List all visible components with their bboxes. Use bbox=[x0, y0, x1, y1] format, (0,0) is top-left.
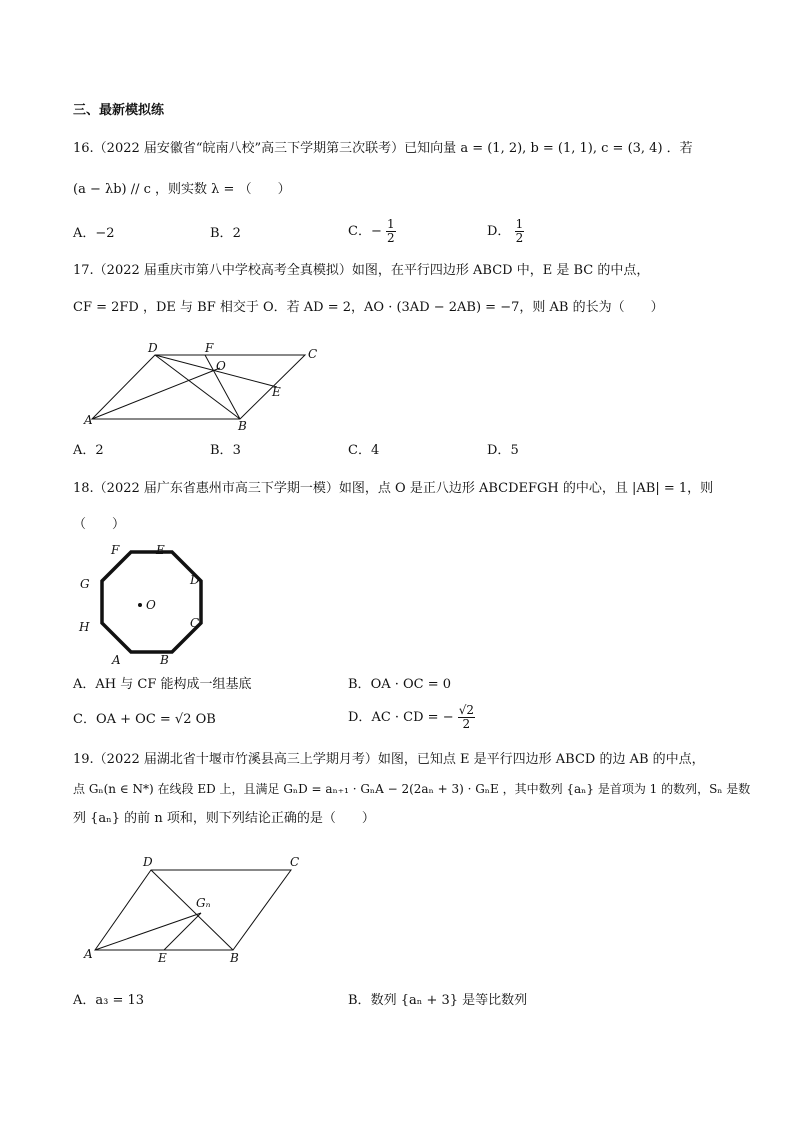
label-o: O bbox=[216, 359, 226, 373]
label-a: A bbox=[84, 947, 93, 961]
option-text: 5 bbox=[510, 443, 519, 458]
option-label: D． bbox=[487, 443, 511, 458]
q16-option-c[interactable] bbox=[348, 218, 396, 245]
option-text: AC · CD = − bbox=[371, 710, 454, 725]
label-d: D bbox=[190, 573, 200, 587]
label-gn: Gₙ bbox=[196, 896, 211, 910]
option-label: C． bbox=[348, 224, 371, 239]
q17-option-a[interactable] bbox=[73, 443, 104, 459]
q18-option-c[interactable] bbox=[73, 712, 216, 728]
fraction bbox=[458, 704, 475, 731]
label-e: E bbox=[156, 543, 165, 557]
label-b: B bbox=[230, 951, 239, 965]
fraction-numerator: √2 bbox=[458, 703, 475, 717]
option-text: 2 bbox=[232, 226, 241, 241]
fraction bbox=[386, 218, 396, 245]
label-b: B bbox=[160, 653, 169, 667]
option-text: OA · OC = 0 bbox=[370, 677, 452, 692]
q18-option-d[interactable] bbox=[348, 704, 475, 731]
option-label: A． bbox=[73, 993, 96, 1008]
fraction-numerator: 1 bbox=[515, 217, 524, 231]
option-text: AH 与 CF 能构成一组基底 bbox=[95, 677, 252, 692]
option-text: 4 bbox=[370, 443, 380, 458]
segment-egn bbox=[164, 913, 201, 950]
option-label: A． bbox=[73, 443, 96, 458]
option-label: B． bbox=[210, 443, 233, 458]
option-text: 2 bbox=[95, 443, 104, 458]
q19-parallelogram-figure bbox=[80, 852, 320, 967]
label-o: O bbox=[146, 598, 156, 612]
option-label: C． bbox=[73, 712, 96, 727]
label-h: H bbox=[79, 620, 90, 634]
segment-agn bbox=[95, 913, 201, 950]
label-f: F bbox=[205, 341, 214, 355]
q17-parallelogram-figure bbox=[80, 340, 330, 435]
label-d: D bbox=[148, 341, 158, 355]
fraction bbox=[515, 218, 525, 245]
q18-octagon-figure bbox=[74, 538, 214, 668]
option-text: OA + OC = √2 OB bbox=[95, 712, 216, 727]
q17-option-c[interactable] bbox=[348, 443, 379, 459]
option-label: B． bbox=[210, 226, 233, 241]
q17-option-b[interactable] bbox=[210, 443, 241, 459]
parallelogram-abcd bbox=[95, 870, 291, 950]
q19-stem-line3: 列 {aₙ} 的前 n 项和，则下列结论正确的是（ ） bbox=[73, 811, 375, 826]
label-f: F bbox=[111, 543, 120, 557]
q16-option-a[interactable] bbox=[73, 226, 115, 242]
option-label: A． bbox=[73, 226, 96, 241]
label-c: C bbox=[290, 855, 300, 869]
q18-option-a[interactable] bbox=[73, 677, 251, 693]
label-a: A bbox=[112, 653, 121, 667]
option-text: a₃ = 13 bbox=[95, 993, 145, 1008]
option-label: D． bbox=[487, 224, 511, 239]
q16-stem-line2: (a − λb) // c ，则实数 λ = （ ） bbox=[73, 182, 291, 197]
q19-option-a[interactable] bbox=[73, 993, 144, 1009]
label-d: D bbox=[143, 855, 153, 869]
q18-stem-line2: （ ） bbox=[73, 517, 126, 532]
option-label: D． bbox=[348, 710, 372, 725]
q19-stem-line2: 点 Gₙ(n ∈ N*) 在线段 ED 上，且满足 GₙD = aₙ₊₁ · GₙA − 2(2aₙ + 3) · GₙE ，其中数列 {aₙ} 是首项为 1 的数列，Sₙ 是数 bbox=[73, 782, 751, 796]
q19-stem-line1: 19.（2022 届湖北省十堰市竹溪县高三上学期月考）如图，已知点 E 是平行四边形 ABCD 的边 AB 的中点， bbox=[73, 752, 705, 767]
fraction-denominator: 2 bbox=[462, 717, 471, 731]
segment-db bbox=[151, 870, 233, 950]
option-label: B． bbox=[348, 677, 371, 692]
fraction-denominator: 2 bbox=[387, 231, 395, 245]
q18-stem-line1: 18.（2022 届广东省惠州市高三下学期一模）如图，点 O 是正八边形 ABCDEFGH 的中心，且 |AB| = 1，则 bbox=[73, 481, 714, 496]
fraction-denominator: 2 bbox=[515, 231, 524, 245]
label-e: E bbox=[158, 951, 167, 965]
option-label: A． bbox=[73, 677, 96, 692]
label-a: A bbox=[84, 413, 93, 427]
q19-option-b[interactable] bbox=[348, 993, 527, 1009]
label-c: C bbox=[190, 616, 200, 630]
q16-stem-line1: 16.（2022 届安徽省“皖南八校”高三下学期第三次联考）已知向量 a = (1, 2), b = (1, 1), c = (3, 4) ．若 bbox=[73, 141, 693, 156]
option-text: 数列 {aₙ + 3} 是等比数列 bbox=[370, 993, 528, 1008]
center-point bbox=[138, 603, 142, 607]
option-text: −2 bbox=[95, 226, 115, 241]
option-label: B． bbox=[348, 993, 371, 1008]
label-e: E bbox=[272, 385, 281, 399]
section-title: 三、最新模拟练 bbox=[73, 103, 165, 118]
label-g: G bbox=[80, 577, 90, 591]
label-c: C bbox=[308, 347, 318, 361]
fraction-numerator: 1 bbox=[387, 217, 395, 231]
segment-bd bbox=[155, 355, 240, 419]
option-sign: − bbox=[370, 224, 382, 239]
label-b: B bbox=[238, 419, 247, 433]
q17-stem-line1: 17.（2022 届重庆市第八中学校高考全真模拟）如图，在平行四边形 ABCD 中，E 是 BC 的中点， bbox=[73, 263, 650, 278]
q16-option-d[interactable] bbox=[487, 218, 524, 245]
option-text: 3 bbox=[232, 443, 241, 458]
segment-ao bbox=[92, 368, 220, 419]
q17-stem-line2: CF = 2FD ，DE 与 BF 相交于 O．若 AD = 2，AO · (3AD − 2AB) = −7，则 AB 的长为（ ） bbox=[73, 300, 664, 315]
q17-option-d[interactable] bbox=[487, 443, 519, 459]
q16-option-b[interactable] bbox=[210, 226, 241, 242]
option-label: C． bbox=[348, 443, 371, 458]
q18-option-b[interactable] bbox=[348, 677, 451, 693]
